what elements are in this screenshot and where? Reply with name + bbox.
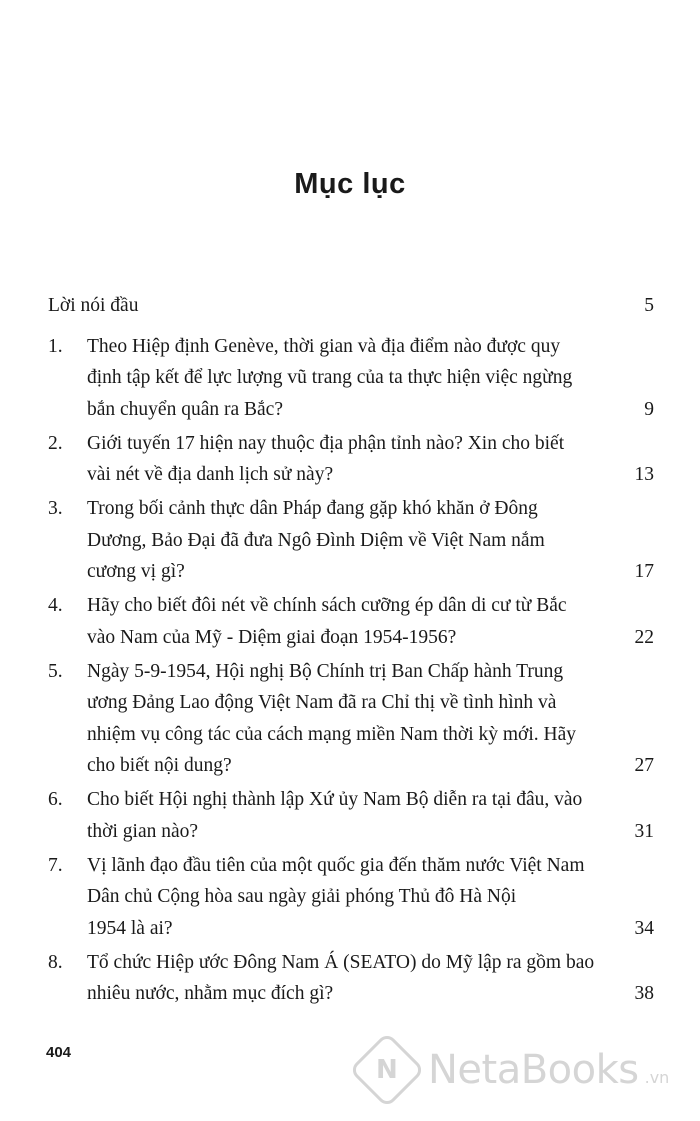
watermark-text: NetaBooks: [428, 1047, 639, 1093]
toc-entry: [48, 656, 654, 782]
toc-entry: [48, 947, 654, 1010]
toc-entry-number: 4.: [48, 595, 63, 616]
table-of-contents: [48, 290, 654, 1012]
toc-entry-line: Hãy cho biết đôi nét về chính sách cưỡng ép dân di cư từ Bắc: [87, 595, 567, 616]
toc-entry-line: Dương, Bảo Đại đã đưa Ngô Đình Diệm về Việt Nam nắm: [87, 529, 545, 551]
toc-entry-line: Theo Hiệp định Genève, thời gian và địa điểm nào được quy: [87, 335, 561, 357]
toc-entry-line: cương vị gì?: [87, 561, 185, 582]
toc-entry-line: Tổ chức Hiệp ước Đông Nam Á (SEATO) do Mỹ lập ra gồm bao: [87, 951, 595, 973]
toc-entry-number: 2.: [48, 432, 63, 454]
toc-entry: [48, 850, 654, 945]
toc-entry-line: Cho biết Hội nghị thành lập Xứ ủy Nam Bộ diễn ra tại đâu, vào: [87, 789, 583, 810]
toc-entry-number: 6.: [48, 789, 63, 810]
toc-entry-number: 5.: [48, 660, 63, 682]
toc-page-number: 13: [634, 464, 654, 485]
toc-entry-line: bắn chuyển quân ra Bắc?: [87, 398, 283, 420]
toc-page-number: 5: [644, 295, 654, 316]
toc-entry: [48, 493, 654, 588]
toc-entry-line: ương Đảng Lao động Việt Nam đã ra Chỉ thị về tình hình và: [87, 692, 557, 713]
toc-page-number: 17: [634, 561, 654, 582]
toc-entry-line: nhiêu nước, nhằm mục đích gì?: [87, 983, 334, 1004]
toc-entry-line: Dân chủ Cộng hòa sau ngày giải phóng Thủ đô Hà Nội: [87, 886, 517, 907]
toc-entry: [48, 428, 654, 491]
toc-entry: [48, 331, 654, 426]
toc-entry-line: nhiệm vụ công tác của cách mạng miền Nam thời kỳ mới. Hãy: [87, 723, 577, 745]
toc-entry-number: 3.: [48, 498, 63, 519]
toc-page-number: 31: [634, 820, 654, 842]
toc-entry-line: vài nét về địa danh lịch sử này?: [87, 464, 334, 485]
toc-preface: [48, 290, 654, 322]
watermark-suffix: .vn: [644, 1068, 670, 1087]
toc-page-number: 27: [634, 755, 654, 776]
toc-page-number: 22: [634, 626, 654, 648]
toc-entry: [48, 590, 654, 653]
toc-entry-line: cho biết nội dung?: [87, 755, 232, 776]
toc-entry-line: Trong bối cảnh thực dân Pháp đang gặp khó khăn ở Đông: [87, 498, 538, 519]
watermark-logo-icon: [349, 1032, 425, 1108]
toc-entry: [48, 784, 654, 847]
toc-page-number: 38: [634, 983, 654, 1004]
watermark-logo-letter: N: [376, 1054, 398, 1085]
toc-entry-line: vào Nam của Mỹ - Diệm giai đoạn 1954-1956?: [87, 626, 457, 648]
toc-entry-line: thời gian nào?: [87, 820, 199, 842]
toc-preface-label: Lời nói đầu: [48, 295, 139, 316]
toc-entry-line: Vị lãnh đạo đầu tiên của một quốc gia đến thăm nước Việt Nam: [87, 854, 585, 876]
toc-entry-line: định tập kết để lực lượng vũ trang của ta thực hiện việc ngừng: [87, 367, 573, 388]
page-folio: 404: [46, 1044, 72, 1061]
toc-page-number: 34: [634, 917, 654, 939]
toc-entry-line: 1954 là ai?: [87, 917, 173, 939]
toc-entry-number: 1.: [48, 335, 63, 357]
toc-entry-number: 7.: [48, 854, 63, 876]
toc-entry-line: Ngày 5-9-1954, Hội nghị Bộ Chính trị Ban Chấp hành Trung: [87, 660, 564, 682]
toc-entry-number: 8.: [48, 951, 63, 973]
page-title: Mục lục: [294, 168, 406, 200]
toc-page-number: 9: [644, 398, 654, 420]
watermark: [360, 1043, 669, 1097]
toc-entry-line: Giới tuyến 17 hiện nay thuộc địa phận tỉnh nào? Xin cho biết: [87, 432, 565, 454]
